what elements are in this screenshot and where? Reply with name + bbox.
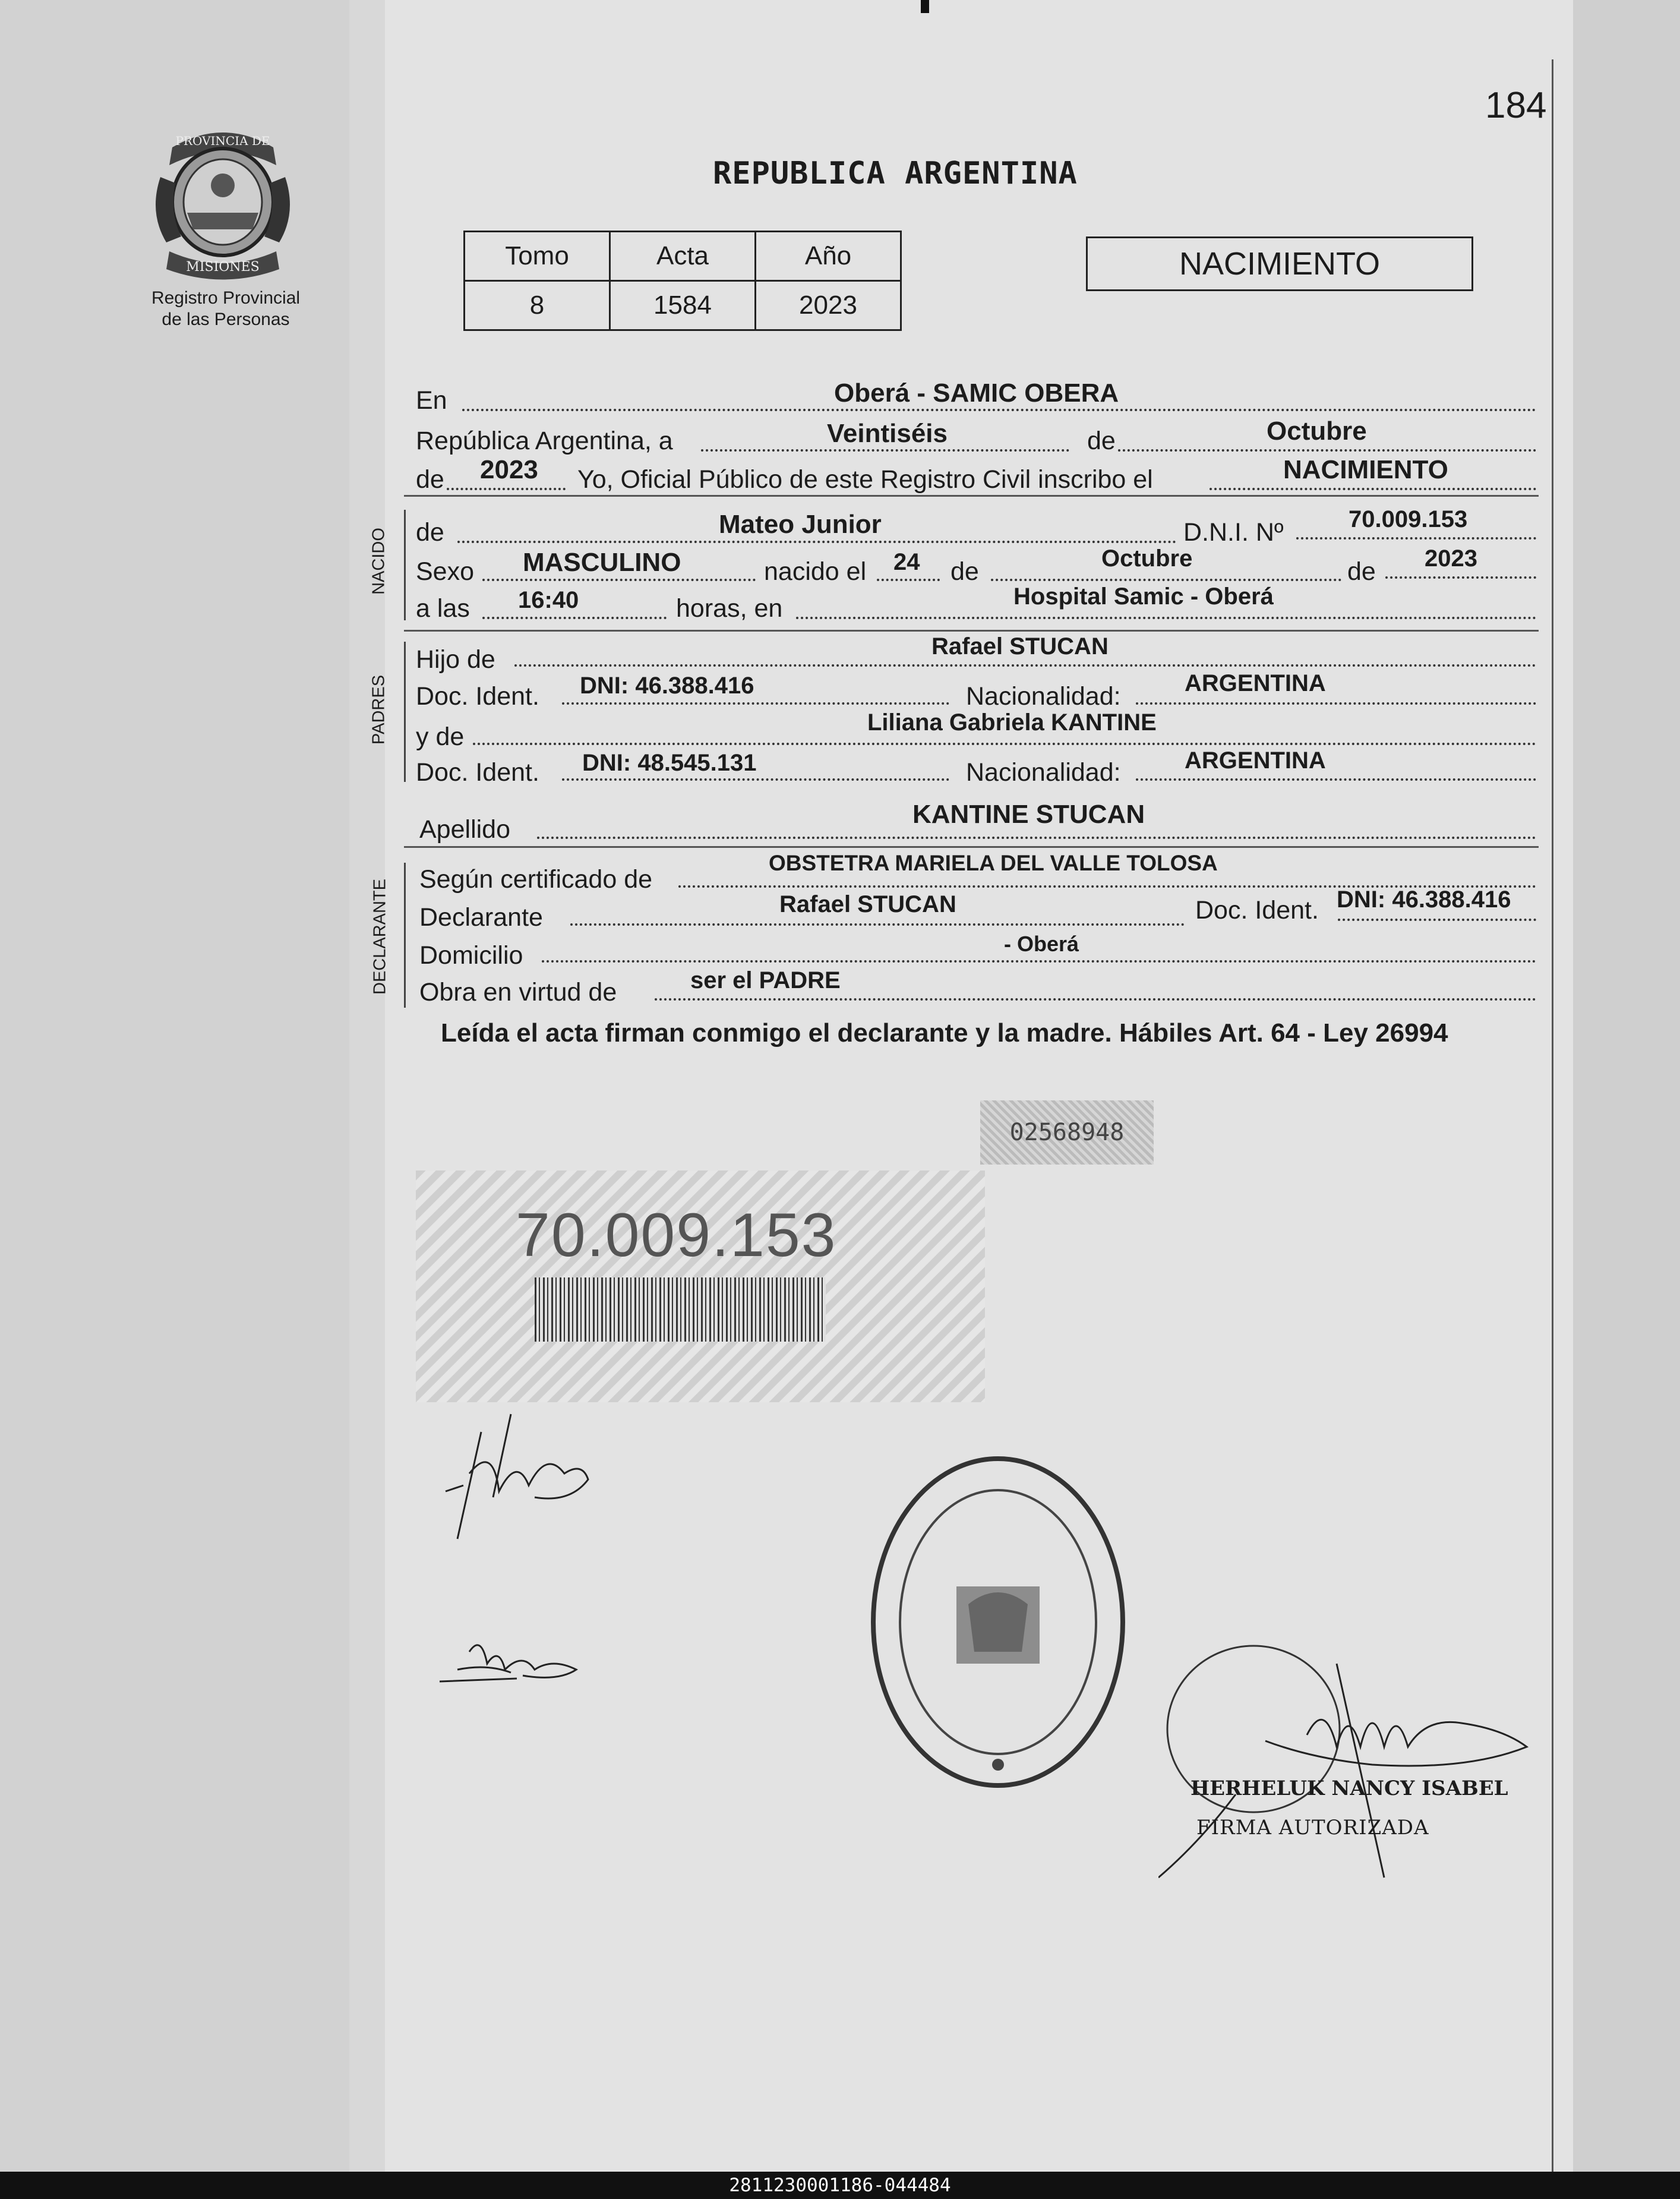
section-label-born: NACIDO: [369, 528, 389, 595]
barcode: [535, 1277, 826, 1342]
domicile-value: - Oberá: [1004, 932, 1079, 956]
tomo-header: Tomo: [465, 232, 610, 281]
label-obra-en-virtud: Obra en virtud de: [419, 978, 617, 1007]
year-value: 2023: [480, 455, 538, 484]
dotted-line: [473, 743, 1536, 745]
name-value: Mateo Junior: [719, 510, 882, 539]
dotted-line: [1296, 537, 1536, 540]
sex-value: MASCULINO: [523, 548, 681, 577]
acta-header: Acta: [610, 232, 756, 281]
right-border-line: [1552, 59, 1553, 2175]
act-type-box: NACIMIENTO: [1086, 236, 1473, 291]
label-nacionalidad: Nacionalidad:: [966, 682, 1121, 711]
mother-nationality-value: ARGENTINA: [1185, 747, 1326, 774]
section-bar: [404, 863, 406, 1008]
registry-line-1: Registro Provincial: [151, 288, 301, 308]
label-doc-ident: Doc. Ident.: [416, 682, 539, 711]
dotted-line: [1385, 576, 1536, 579]
dotted-line: [1118, 449, 1536, 452]
label-republica: República Argentina, a: [416, 427, 673, 455]
label-segun-certificado: Según certificado de: [419, 865, 653, 894]
dotted-line: [1338, 919, 1536, 921]
registry-line-2: de las Personas: [162, 310, 290, 329]
registry-name: [131, 288, 321, 330]
birth-time-value: 16:40: [518, 587, 579, 613]
label-de: de: [1087, 427, 1116, 455]
label-doc-ident: Doc. Ident.: [416, 758, 539, 787]
label-y-de: y de: [416, 723, 465, 751]
dotted-line: [877, 579, 940, 581]
dotted-line: [514, 664, 1536, 667]
label-domicilio: Domicilio: [419, 941, 523, 970]
serial-stamp: 02568948: [980, 1100, 1154, 1165]
section-divider: [404, 495, 1539, 497]
label-doc-ident: Doc. Ident.: [1195, 896, 1319, 925]
mother-signature: [434, 1628, 600, 1693]
mother-name-value: Liliana Gabriela KANTINE: [867, 709, 1157, 736]
dotted-line: [462, 409, 1536, 411]
authorized-signature: [1158, 1628, 1545, 1889]
label-de: de: [416, 518, 444, 547]
official-name: HERHELUK NANCY ISABEL: [1190, 1777, 1508, 1800]
dotted-line: [447, 488, 566, 490]
day-words-value: Veintiséis: [827, 419, 948, 448]
section-divider: [404, 630, 1539, 632]
label-de: de: [416, 465, 444, 494]
acts-as-value: ser el PADRE: [690, 967, 841, 993]
father-nationality-value: ARGENTINA: [1185, 670, 1326, 696]
birth-year-value: 2023: [1425, 545, 1477, 572]
declarant-doc-value: DNI: 46.388.416: [1337, 886, 1511, 913]
label-dni-no: D.N.I. Nº: [1183, 518, 1284, 547]
label-apellido: Apellido: [419, 815, 510, 844]
certificate-by-value: OBSTETRA MARIELA DEL VALLE TOLOSA: [769, 851, 1218, 875]
label-de: de: [950, 557, 979, 586]
dotted-line: [1136, 702, 1536, 705]
father-doc-value: DNI: 46.388.416: [580, 673, 754, 699]
label-nacido-el: nacido el: [764, 557, 867, 586]
dotted-line: [457, 541, 1176, 543]
section-label-declarant: DECLARANTE: [370, 879, 390, 995]
label-hijo-de: Hijo de: [416, 645, 495, 674]
dotted-line: [482, 617, 667, 619]
record-table-header-row: [465, 232, 901, 281]
ano-value: 2023: [756, 281, 901, 330]
dotted-line: [562, 778, 949, 781]
dni-value: 70.009.153: [1349, 506, 1468, 532]
ano-header: Año: [756, 232, 901, 281]
top-mark: [921, 0, 929, 13]
surname-value: KANTINE STUCAN: [912, 800, 1145, 829]
declarant-name-value: Rafael STUCAN: [779, 891, 956, 917]
section-divider: [404, 846, 1539, 848]
logo-top-text: PROVINCIA DE: [175, 134, 270, 148]
label-sexo: Sexo: [416, 557, 475, 586]
birth-place-value: Hospital Samic - Oberá: [1013, 583, 1274, 610]
place-value: Oberá - SAMIC OBERA: [834, 378, 1119, 408]
label-yo-oficial: Yo, Oficial Público de este Registro Civil inscribo el: [577, 465, 1153, 494]
label-en: En: [416, 386, 447, 415]
document-title: REPUBLICA ARGENTINA: [713, 156, 1078, 191]
dotted-line: [991, 579, 1341, 581]
footer-code: 2811230001186-044484: [729, 2175, 951, 2196]
month-value: Octubre: [1267, 417, 1367, 446]
dotted-line: [482, 579, 756, 581]
birth-month-value: Octubre: [1101, 545, 1193, 572]
section-label-parents: PADRES: [369, 674, 389, 745]
label-nacionalidad: Nacionalidad:: [966, 758, 1121, 787]
father-name-value: Rafael STUCAN: [931, 633, 1109, 660]
section-bar: [404, 642, 406, 782]
label-a-las: a las: [416, 594, 470, 623]
mother-doc-value: DNI: 48.545.131: [582, 750, 757, 776]
act-value: NACIMIENTO: [1283, 455, 1448, 484]
official-seal: [861, 1444, 1135, 1800]
legal-note: Leída el acta firman conmigo el declarante y la madre. Hábiles Art. 64 - Ley 26994: [441, 1018, 1448, 1048]
dotted-line: [701, 449, 1069, 452]
misiones-coat-of-arms-logo: [149, 124, 297, 281]
record-table-value-row: [465, 281, 901, 330]
logo-bottom-text: MISIONES: [186, 260, 260, 275]
label-horas-en: horas, en: [676, 594, 783, 623]
label-de: de: [1347, 557, 1376, 586]
declarant-signature: [428, 1408, 606, 1551]
acta-value: 1584: [610, 281, 756, 330]
dotted-line: [570, 923, 1185, 926]
dotted-line: [796, 617, 1536, 619]
dotted-line: [542, 960, 1536, 963]
label-declarante: Declarante: [419, 903, 543, 932]
binding-strip: [349, 0, 387, 2172]
sticker-number: 70.009.153: [516, 1201, 837, 1270]
official-title: FIRMA AUTORIZADA: [1196, 1816, 1429, 1840]
birth-day-value: 24: [893, 549, 920, 575]
dotted-line: [1210, 488, 1536, 490]
dotted-line: [1136, 778, 1536, 781]
dotted-line: [537, 837, 1536, 839]
record-table: [463, 231, 902, 331]
dotted-line: [562, 702, 949, 705]
section-bar: [404, 510, 406, 620]
page-number: 184: [1485, 85, 1547, 126]
dotted-line: [655, 998, 1536, 1001]
tomo-value: 8: [465, 281, 610, 330]
